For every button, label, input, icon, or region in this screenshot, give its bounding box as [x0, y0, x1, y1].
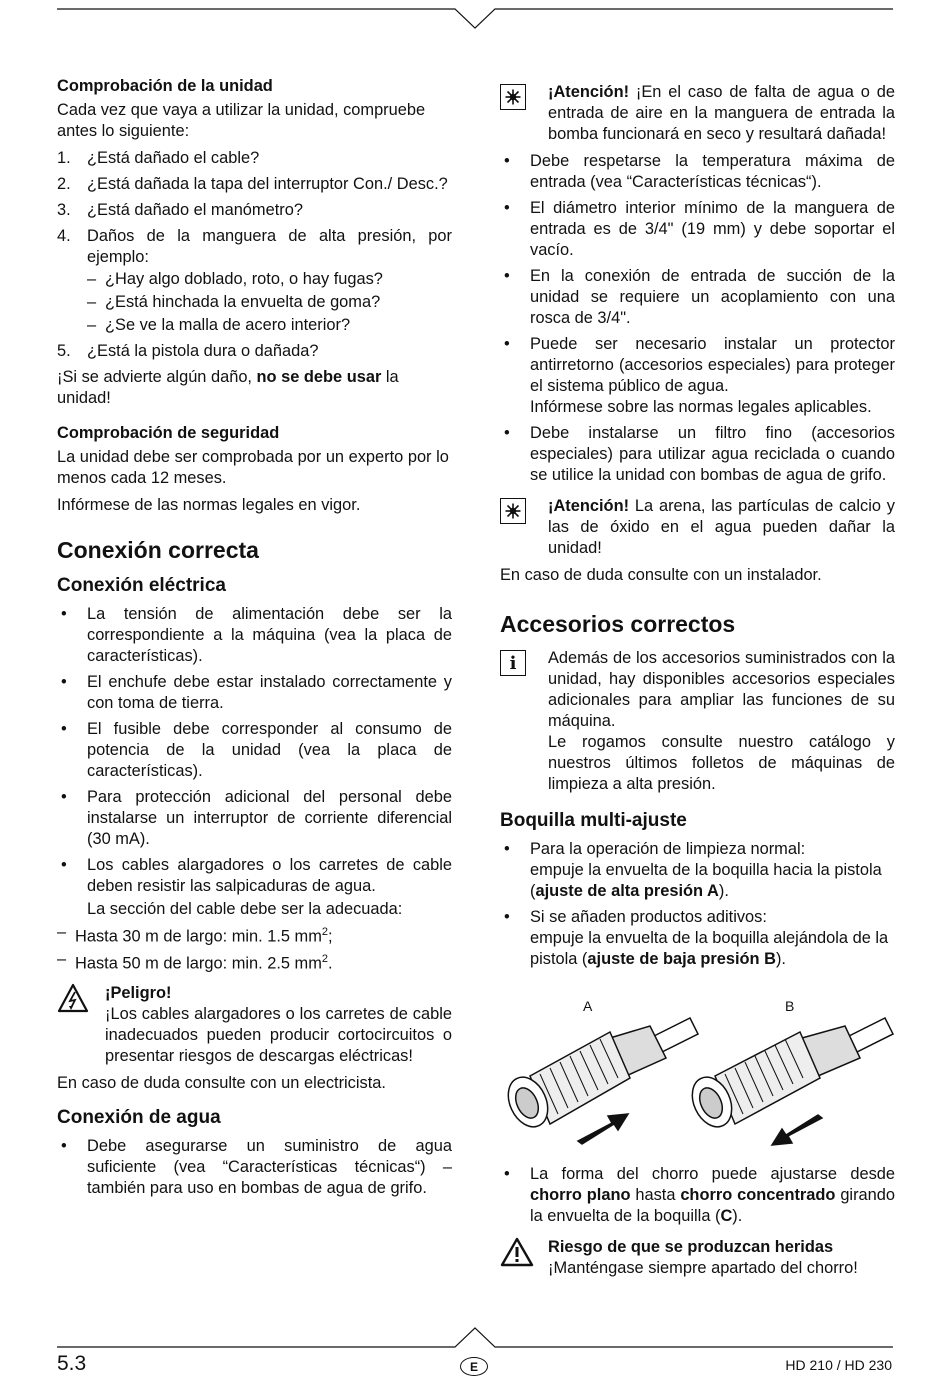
installer-note: En caso de duda consulte con un instalador.	[500, 566, 822, 584]
subsection-boquilla: Boquilla multi-ajuste	[500, 810, 687, 831]
check-unit-intro: Cada vez que vaya a utilizar la unidad, compruebe antes lo siguiente:	[57, 101, 426, 140]
safety-heading: Comprobación de seguridad	[57, 424, 280, 442]
risk-title: Riesgo de que se produzcan heridas	[548, 1238, 834, 1256]
electric-hazard-icon	[57, 983, 105, 1067]
risk-note	[500, 1237, 895, 1279]
list-item: • El fusible debe corresponder al consumo de potencia de la unidad (vea la placa de características).	[61, 720, 452, 780]
list-item: 4. Daños de la manguera de alta presión, por ejemplo:	[57, 227, 452, 266]
list-item: 3. ¿Está dañado el manómetro?	[57, 201, 303, 219]
info-icon: i	[500, 650, 526, 676]
left-column	[57, 76, 452, 1204]
list-item: 2. ¿Está dañada la tapa del interruptor Con./ Desc.?	[57, 175, 448, 193]
right-column	[500, 76, 895, 975]
list-item: • Para la operación de limpieza normal: empuje la envuelta de la boquilla hacia la pistola (ajuste de alta presión A).	[504, 840, 882, 900]
warning-icon	[500, 1237, 548, 1279]
nozzle-illustration	[500, 996, 895, 1156]
sub-list-item: – ¿Está hinchada la envuelta de goma?	[87, 293, 381, 311]
list-item: • Debe instalarse un filtro fino (accesorios especiales) para utilizar agua reciclada o cuando se utilice la unidad con bombas de agua de grifo.	[504, 424, 895, 484]
safety-norms: Infórmese de las normas legales en vigor.	[57, 496, 361, 514]
list-item: • Si se añaden productos aditivos: empuje la envuelta de la boquilla alejándola de la pistola (ajuste de baja presión B).	[504, 908, 889, 968]
list-item: • Para protección adicional del personal debe instalarse un interruptor de corriente diferencial (30 mA).	[61, 788, 452, 848]
attention-note: ¡Atención! ¡En el caso de falta de agua o de entrada de aire en la manguera de entrada la bomba funcionará en seco y resultará dañada!	[500, 82, 895, 145]
language-badge: E	[460, 1357, 488, 1376]
danger-title: ¡Peligro!	[105, 983, 172, 1002]
list-item: • Puede ser necesario instalar un protector antirretorno (accesorios especiales) para proteger el sistema público de agua. Infórmese sobre las normas legales aplicables.	[504, 335, 895, 416]
damage-warning: ¡Si se advierte algún daño, no se debe usar la unidad!	[57, 368, 399, 407]
electrician-note: En caso de duda consulte con un electricista.	[57, 1073, 386, 1092]
sub-list-item: – Hasta 50 m de largo: min. 2.5 $mm^2$.	[57, 950, 333, 973]
subsection-agua: Conexión de agua	[57, 1106, 221, 1128]
nozzle-b-icon	[685, 1018, 893, 1145]
check-unit-heading: Comprobación de la unidad	[57, 77, 273, 95]
sub-list-item: – ¿Hay algo doblado, roto, o hay fugas?	[87, 270, 383, 288]
footer-rule	[0, 1322, 950, 1352]
list-item: • El diámetro interior mínimo de la manguera de entrada es de 3/4" (19 mm) y debe soportar el vacío.	[504, 199, 895, 259]
sub-list-item: – Hasta 30 m de largo: min. 1.5 $mm^2$;	[57, 923, 333, 946]
attention-icon	[500, 84, 526, 110]
danger-note	[57, 983, 452, 1067]
section-title-accesorios: Accesorios correctos	[500, 611, 736, 637]
cable-section-note: La sección del cable debe ser la adecuada:	[87, 900, 403, 918]
model-name: HD 210 / HD 230	[785, 1357, 892, 1373]
list-item: • Debe respetarse la temperatura máxima de entrada (vea “Características técnicas“).	[504, 152, 895, 191]
list-item: • En la conexión de entrada de succión de la unidad se requiere un acoplamiento con una rosca de 3/4".	[504, 267, 895, 327]
sub-list-item: – ¿Se ve la malla de acero interior?	[87, 316, 351, 334]
subsection-electrica: Conexión eléctrica	[57, 575, 226, 596]
header-rule	[0, 0, 950, 32]
list-item: 1. ¿Está dañado el cable?	[57, 149, 260, 167]
list-item: • El enchufe debe estar instalado correctamente y con toma de tierra.	[61, 673, 452, 712]
nozzle-a-icon	[501, 1018, 698, 1144]
list-item: • La tensión de alimentación debe ser la correspondiente a la máquina (vea la placa de características).	[61, 605, 452, 665]
info-note: i Además de los accesorios suministrados con la unidad, hay disponibles accesorios especiales adicionales para ampliar las funciones de su máquina. Le rogamos consulte nuestro catálogo y nuestros últimos folletos de máquinas de limpieza a alta presión.	[500, 648, 895, 795]
attention-note: ¡Atención! La arena, las partículas de calcio y las de óxido en el agua pueden dañar la unidad!	[500, 496, 895, 559]
label-b: B	[785, 998, 795, 1014]
safety-text: La unidad debe ser comprobada por un experto por lo menos cada 12 meses.	[57, 448, 449, 487]
list-item: • Los cables alargadores o los carretes de cable deben resistir las salpicaduras de agua.	[61, 856, 452, 895]
risk-text: ¡Manténgase siempre apartado del chorro!	[548, 1259, 858, 1277]
attention-icon	[500, 498, 526, 524]
list-item: 5. ¿Está la pistola dura o dañada?	[57, 342, 319, 360]
right-column-lower	[500, 1164, 895, 1285]
page-number: 5.3	[57, 1352, 87, 1375]
list-item: • La forma del chorro puede ajustarse desde chorro plano hasta chorro concentrado girando la envuelta de la boquilla (C).	[504, 1165, 895, 1225]
label-a: A	[583, 998, 593, 1014]
list-item: • Debe asegurarse un suministro de agua suficiente (vea “Características técnicas“) – también para uso en bombas de agua de grifo.	[61, 1136, 452, 1197]
danger-text: ¡Los cables alargadores o los carretes de cable inadecuados pueden producir cortocircuitos o presentar riesgos de descargas eléctricas!	[105, 1004, 452, 1065]
section-title-conexion: Conexión correcta	[57, 537, 259, 563]
